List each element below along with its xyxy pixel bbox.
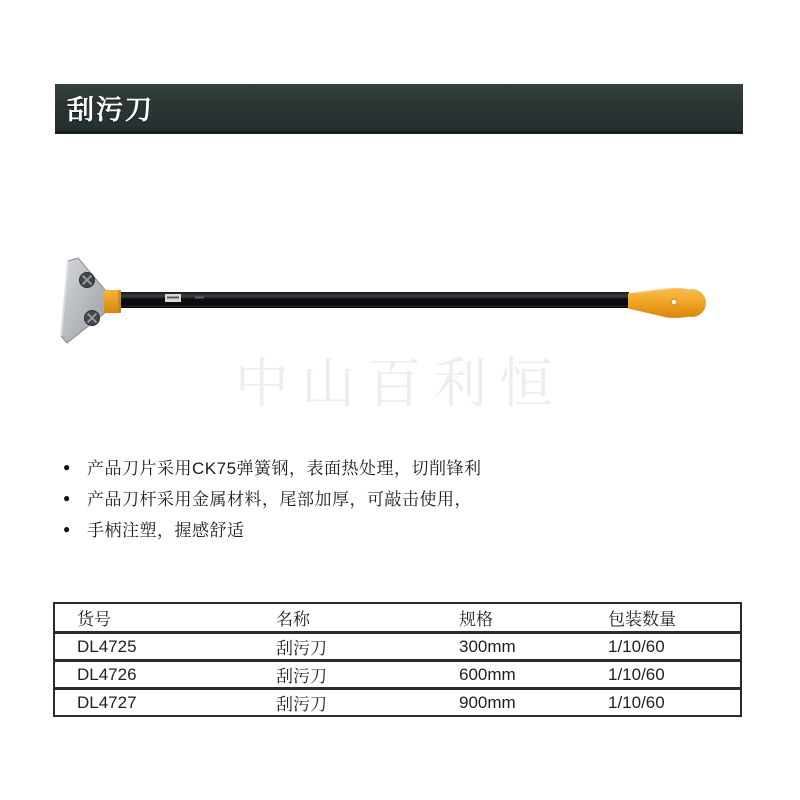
column-header-item-no: 货号: [77, 610, 111, 629]
product-image-scraper-icon: [55, 250, 715, 360]
column-header-name: 名称: [276, 610, 310, 629]
cell-pack-qty: 1/10/60: [608, 692, 665, 712]
scraper-blade: [61, 258, 106, 343]
feature-list: [63, 451, 482, 544]
handle-hang-hole: [671, 299, 677, 305]
cell-item-no: DL4725: [77, 636, 137, 656]
feature-text: 手柄注塑，握感舒适: [87, 521, 245, 540]
product-spec-table: [53, 602, 742, 717]
product-figure: [55, 250, 715, 360]
blade-screw-top: [80, 273, 95, 288]
feature-text: 产品刀片采用CK75弹簧钢，表面热处理，切削锋利: [87, 459, 482, 478]
tool-shaft: [115, 292, 629, 308]
bullet-icon: ●: [63, 459, 71, 474]
cell-name: 刮污刀: [276, 639, 327, 658]
page-title: 刮污刀: [67, 95, 154, 125]
cell-item-no: DL4726: [77, 664, 137, 684]
feature-text: 产品刀杆采用金属材料，尾部加厚，可敲击使用，: [87, 490, 472, 509]
cell-pack-qty: 1/10/60: [608, 664, 665, 684]
bullet-icon: ●: [63, 521, 71, 536]
table-row: [54, 661, 741, 689]
column-header-pack-qty: 包装数量: [608, 610, 676, 629]
cell-spec: 900mm: [459, 692, 516, 712]
tool-handle: [628, 288, 706, 318]
table-row: [54, 689, 741, 717]
cell-name: 刮污刀: [276, 695, 327, 714]
blade-collar: [104, 290, 121, 313]
cell-item-no: DL4727: [77, 692, 137, 712]
column-header-spec: 规格: [459, 610, 493, 629]
feature-item: [63, 482, 482, 513]
table-header-row: [54, 603, 741, 633]
cell-pack-qty: 1/10/60: [608, 636, 665, 656]
cell-spec: 300mm: [459, 636, 516, 656]
feature-item: [63, 451, 482, 482]
table-row: [54, 633, 741, 661]
cell-name: 刮污刀: [276, 667, 327, 686]
feature-item: [63, 513, 482, 544]
section-header-bar: [55, 84, 743, 134]
bullet-icon: ●: [63, 490, 71, 505]
cell-spec: 600mm: [459, 664, 516, 684]
blade-screw-bottom: [85, 311, 100, 326]
watermark-text: 中山百利恒: [235, 354, 565, 414]
